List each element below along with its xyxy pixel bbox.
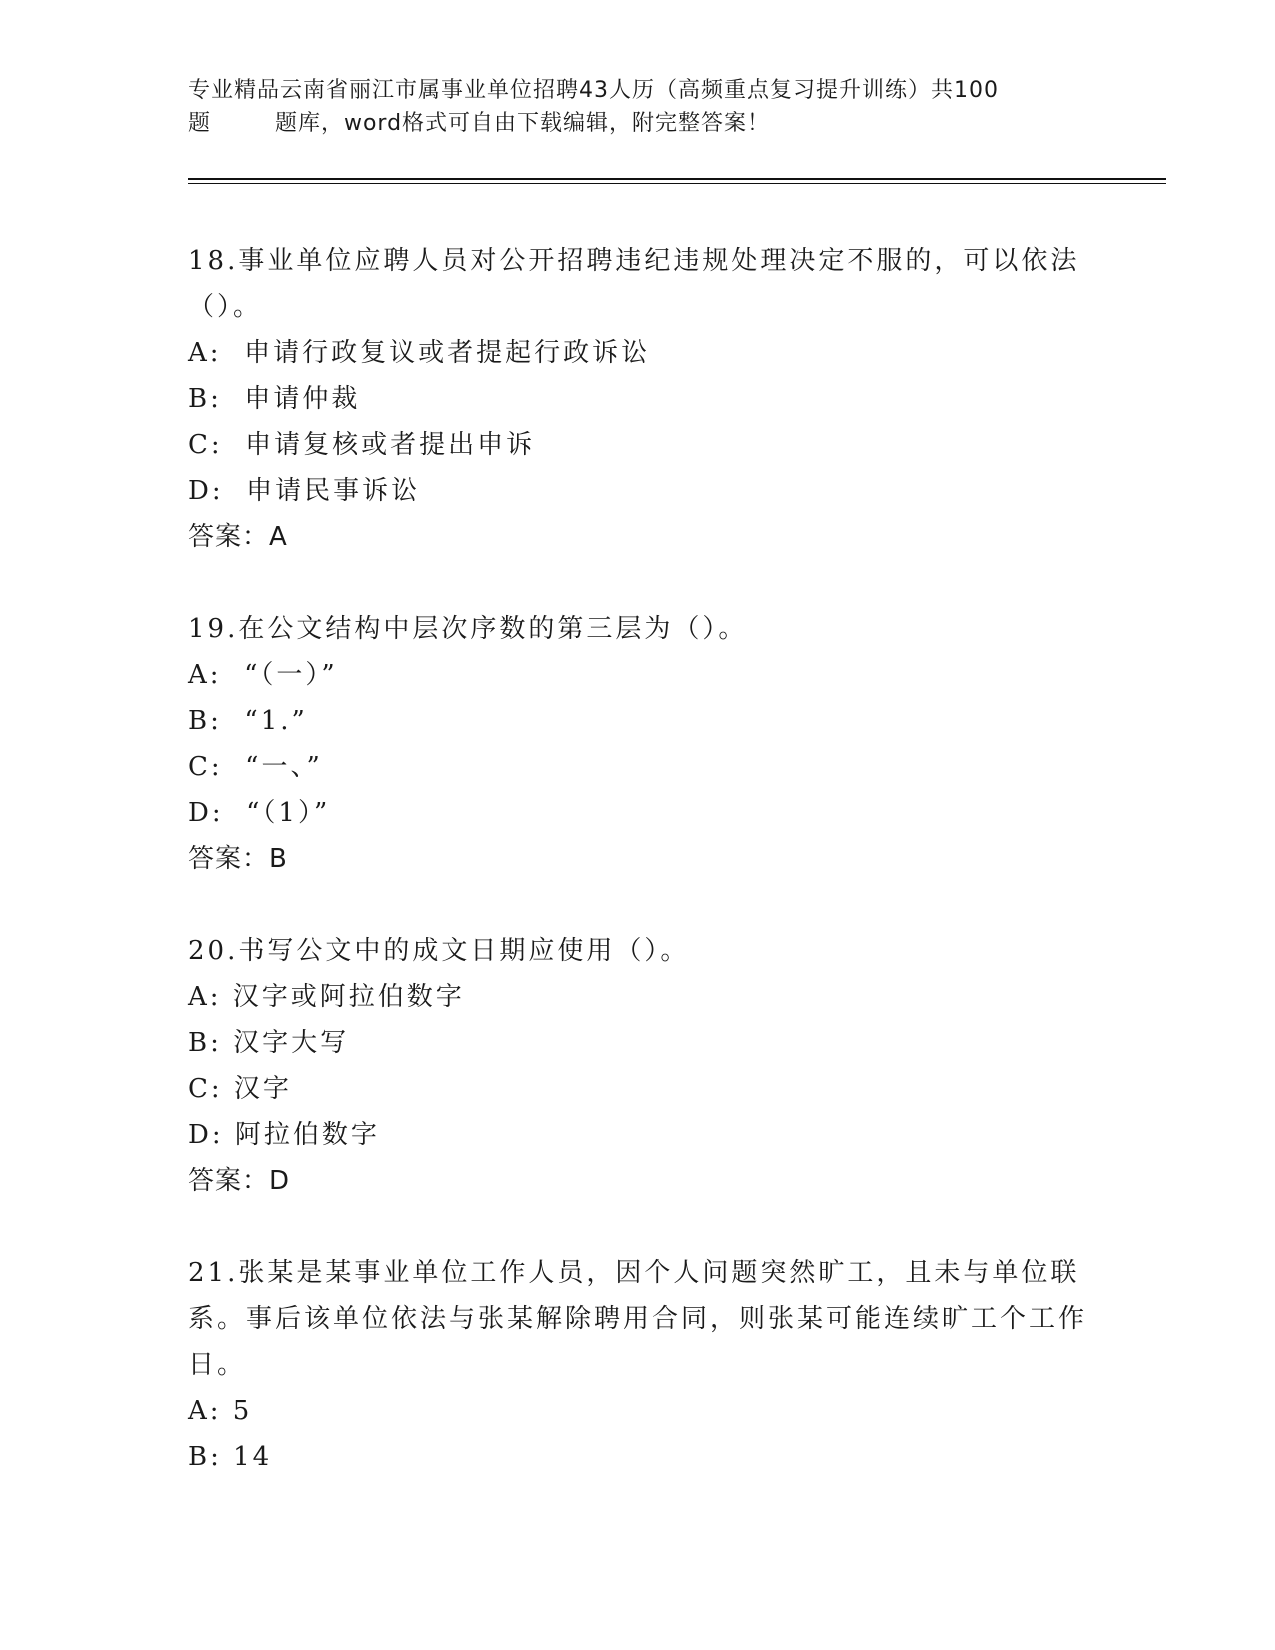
header-line-2: [188, 107, 1088, 140]
answer-label: 答案：B: [188, 844, 288, 874]
question-spacer: [188, 882, 1088, 928]
option-b: B: “1.”: [188, 706, 308, 736]
question-18: [188, 238, 1088, 560]
answer-label: 答案：A: [188, 522, 288, 552]
question-stem: 19.在公文结构中层次序数的第三层为（）。: [188, 614, 748, 644]
option-a: A: “（一）”: [188, 660, 338, 690]
question-stem: 20.书写公文中的成文日期应使用（）。: [188, 936, 690, 966]
header-line-2-rest: 题库，word格式可自由下载编辑，附完整答案！: [274, 111, 771, 136]
question-list: [188, 238, 1088, 1480]
option-b: B: 汉字大写: [188, 1028, 350, 1058]
option-d: D: 申请民事诉讼: [188, 476, 421, 506]
question-21: [188, 1250, 1088, 1480]
option-d: D: 阿拉伯数字: [188, 1120, 380, 1150]
header-line-1: 专业精品云南省丽江市属事业单位招聘43人历（高频重点复习提升训练）共100: [188, 78, 999, 103]
option-c: C: 申请复核或者提出申诉: [188, 430, 536, 460]
header-divider-thick: [188, 178, 1166, 180]
question-spacer: [188, 1204, 1088, 1250]
question-20: [188, 928, 1088, 1204]
option-a: A: 汉字或阿拉伯数字: [188, 982, 465, 1012]
option-d: D: “（1）”: [188, 798, 331, 828]
question-stem: 21.张某是某事业单位工作人员，因个人问题突然旷工，且未与单位联系。事后该单位依法与张某解除聘用合同，则张某可能连续旷工个工作日。: [188, 1258, 1088, 1380]
option-b: B: 14: [188, 1442, 273, 1472]
header-divider-thin: [188, 183, 1166, 184]
answer-label: 答案：D: [188, 1166, 291, 1196]
option-a: A: 申请行政复议或者提起行政诉讼: [188, 338, 651, 368]
header-line-2-prefix: 题: [188, 111, 212, 136]
option-c: C: 汉字: [188, 1074, 292, 1104]
question-spacer: [188, 560, 1088, 606]
question-stem: 18.事业单位应聘人员对公开招聘违纪违规处理决定不服的，可以依法（）。: [188, 246, 1080, 322]
option-c: C: “一、”: [188, 752, 323, 782]
option-a: A: 5: [188, 1396, 253, 1426]
document-header: [188, 74, 1088, 140]
option-b: B: 申请仲裁: [188, 384, 361, 414]
question-19: [188, 606, 1088, 882]
